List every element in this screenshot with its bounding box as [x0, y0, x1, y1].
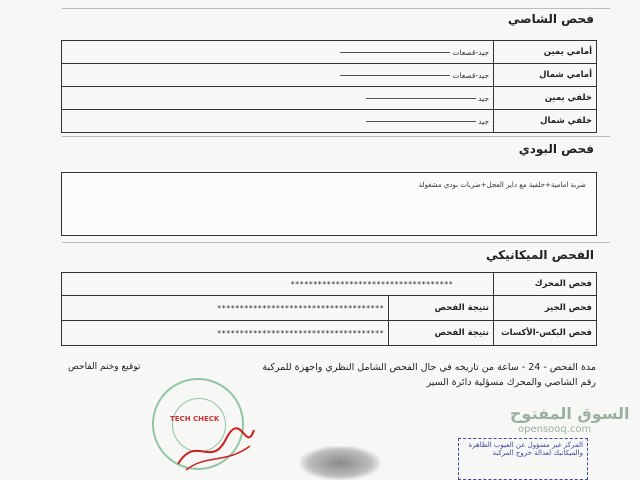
table-row — [62, 87, 597, 110]
validity-note: مدة الفحص - 24 - ساعة من تاريخه في حال الفحص الشامل النظري واجهزة للمركبة — [262, 362, 596, 373]
divider — [62, 242, 610, 243]
axles-value: ************************************* — [62, 321, 389, 346]
gear-result-label: نتيجة الفحص — [389, 296, 494, 321]
chassis-label: خلفي يمين — [494, 87, 597, 110]
engine-label: فحص المحرك — [494, 273, 597, 296]
signature-label: توقيع وختم الفاحص — [68, 362, 141, 372]
table-row — [62, 41, 597, 64]
axles-result-label: نتيجة الفحص — [389, 321, 494, 346]
signature-scribble — [176, 424, 256, 474]
seal-line: المركز غير مسؤول عن العيوب الظاهرة — [468, 441, 583, 449]
chassis-label: أمامي يمين — [494, 41, 597, 64]
ink-smudge — [300, 446, 380, 480]
watermark-brand: السوق المفتوح — [510, 404, 630, 423]
chassis-title: فحص الشاصي — [507, 12, 594, 26]
chassis-label: أمامي شمال — [494, 64, 597, 87]
chassis-label: خلفي شمال — [494, 110, 597, 133]
top-divider — [62, 8, 610, 9]
chassis-value: جيد-قصعات — [62, 41, 494, 64]
mechanical-title: الفحص الميكانيكي — [485, 248, 594, 262]
gear-label: فحص الجير — [494, 296, 597, 321]
table-row — [62, 296, 597, 321]
chassis-value: جيد-قصعات — [62, 64, 494, 87]
seal-line: والميكانيك لعدالة خروج المركبة — [492, 449, 583, 457]
center-seal — [458, 438, 588, 480]
table-row — [62, 321, 597, 346]
gear-value: ************************************* — [62, 296, 389, 321]
table-row — [62, 110, 597, 133]
body-note: ضربة امامية+خلفية مع داير العجل+ضربات بودي مشغولة — [418, 181, 586, 189]
divider — [62, 136, 610, 137]
chassis-value: جيد — [62, 87, 494, 110]
engine-value: ************************************ — [62, 273, 494, 296]
table-row — [62, 273, 597, 296]
responsibility-note: رقم الشاصي والمحرك مسؤلية دائرة السير — [426, 377, 596, 388]
axles-label: فحص البكس-الأكسات — [494, 321, 597, 346]
body-title: فحص البودي — [518, 142, 594, 156]
stamp-text: TECH CHECK — [170, 415, 220, 423]
body-notes-box — [61, 172, 597, 236]
chassis-value: جيد — [62, 110, 494, 133]
watermark-site: opensooq.com — [518, 424, 592, 435]
mechanical-table — [61, 272, 597, 346]
chassis-table — [61, 40, 597, 133]
table-row — [62, 64, 597, 87]
